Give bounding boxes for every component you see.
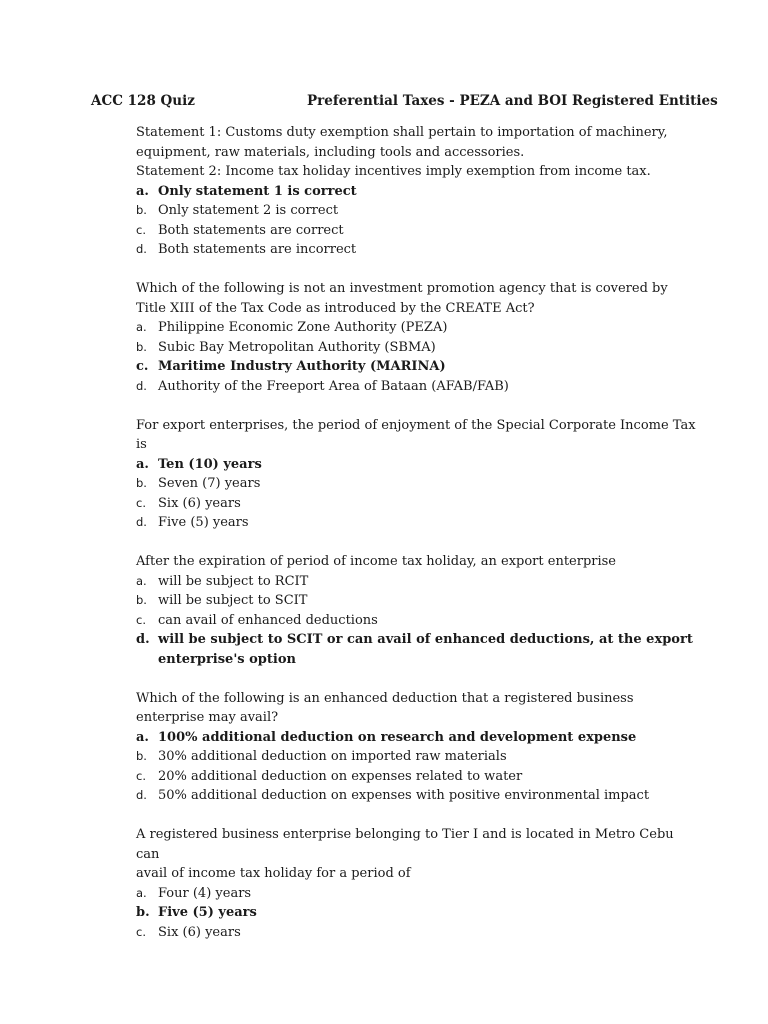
answer-option	[136, 474, 696, 494]
option-text: 100% additional deduction on research and development expense	[158, 729, 637, 745]
answer-option-correct	[136, 357, 696, 377]
option-text: 20% additional deduction on expenses related to water	[158, 768, 523, 784]
question-stem-line: After the expiration of period of income tax holiday, an export enterprise	[136, 554, 617, 569]
option-letter: d.	[136, 242, 147, 256]
question-stem-line: For export enterprises, the period of enjoyment of the Special Corporate Income Tax	[136, 417, 696, 433]
option-text: 50% additional deduction on expenses with positive environmental impact	[158, 788, 650, 803]
option-letter: b.	[136, 749, 147, 763]
option-letter: c.	[136, 924, 146, 939]
answer-option	[136, 611, 696, 631]
option-text: will be subject to RCIT	[158, 573, 309, 589]
question-block	[136, 416, 696, 533]
answer-option-correct	[136, 182, 696, 202]
option-text: will be subject to SCIT or can avail of enhanced deductions, at the export enterprise's option	[158, 632, 693, 667]
option-letter: d.	[136, 515, 147, 529]
question-stem-line: Which of the following is not an investment promotion agency that is covered by	[136, 281, 668, 296]
answer-option-correct	[136, 455, 696, 475]
option-letter: d.	[136, 378, 147, 393]
answer-option	[136, 591, 696, 611]
answer-option	[136, 201, 696, 221]
answer-option	[136, 221, 696, 241]
option-letter: b.	[136, 593, 147, 607]
option-text: Maritime Industry Authority (MARINA)	[158, 359, 446, 374]
option-letter: c.	[136, 222, 146, 237]
option-letter: a.	[136, 320, 147, 334]
quiz-topic: Preferential Taxes - PEZA and BOI Registered Entities	[307, 93, 718, 109]
option-letter: a.	[136, 183, 149, 199]
option-letter: d.	[136, 788, 147, 802]
course-title: ACC 128 Quiz	[91, 93, 195, 109]
question-stem-line: Statement 2: Income tax holiday incentives imply exemption from income tax.	[136, 164, 651, 179]
question-stem	[136, 123, 696, 182]
question-stem	[136, 689, 696, 728]
answer-option	[136, 884, 696, 904]
option-letter: c.	[136, 359, 149, 374]
answer-options	[136, 884, 696, 943]
option-letter: b.	[136, 905, 150, 920]
answer-option	[136, 240, 696, 260]
question-stem-line: Title XIII of the Tax Code as introduced by the CREATE Act?	[136, 300, 535, 316]
option-text: Seven (7) years	[158, 476, 261, 491]
answer-options	[136, 318, 696, 396]
option-text: Five (5) years	[158, 905, 257, 920]
option-text: Authority of the Freeport Area of Bataan (AFAB/FAB)	[158, 378, 509, 394]
answer-option	[136, 786, 696, 806]
answer-options	[136, 728, 696, 806]
option-text: can avail of enhanced deductions	[158, 612, 378, 628]
answer-options	[136, 572, 696, 670]
question-block	[136, 552, 696, 669]
answer-option	[136, 923, 696, 943]
option-text: Only statement 2 is correct	[158, 203, 339, 218]
question-stem	[136, 825, 696, 884]
option-text: will be subject to SCIT	[158, 593, 308, 608]
question-stem	[136, 416, 696, 455]
option-letter: a.	[136, 729, 149, 745]
answer-option-correct	[136, 903, 696, 923]
answer-option	[136, 377, 696, 397]
question-stem-line: Statement 1: Customs duty exemption shall pertain to importation of machinery,	[136, 125, 668, 140]
question-block	[136, 123, 696, 260]
question-stem	[136, 552, 696, 572]
answer-option-correct	[136, 630, 696, 669]
option-text: Both statements are incorrect	[158, 242, 357, 257]
option-letter: c.	[136, 768, 146, 783]
option-letter: d.	[136, 632, 150, 647]
answer-option	[136, 338, 696, 358]
answer-option	[136, 318, 696, 338]
option-letter: a.	[136, 456, 149, 472]
answer-option-correct	[136, 728, 696, 748]
answer-option	[136, 513, 696, 533]
option-text: Four (4) years	[158, 885, 252, 901]
option-letter: c.	[136, 612, 146, 627]
question-block	[136, 689, 696, 806]
option-text: 30% additional deduction on imported raw materials	[158, 749, 507, 764]
question-stem-line: A registered business enterprise belonging to Tier I and is located in Metro Cebu can	[136, 827, 674, 862]
question-block	[136, 279, 696, 396]
question-stem-line: avail of income tax holiday for a period of	[136, 866, 411, 881]
question-block	[136, 825, 696, 942]
quiz-header	[91, 93, 718, 115]
option-letter: c.	[136, 495, 146, 510]
option-text: Six (6) years	[158, 495, 241, 511]
option-letter: a.	[136, 885, 147, 900]
answer-options	[136, 182, 696, 260]
option-text: Ten (10) years	[158, 456, 262, 472]
question-stem-line: equipment, raw materials, including tools and accessories.	[136, 144, 525, 160]
option-letter: b.	[136, 339, 147, 354]
question-stem	[136, 279, 696, 318]
option-letter: b.	[136, 476, 147, 490]
question-stem-line: enterprise may avail?	[136, 710, 279, 725]
option-text: Only statement 1 is correct	[158, 183, 357, 199]
option-letter: b.	[136, 203, 147, 217]
answer-option	[136, 494, 696, 514]
question-stem-line: Which of the following is an enhanced deduction that a registered business	[136, 690, 634, 706]
option-text: Six (6) years	[158, 924, 241, 940]
answer-option	[136, 767, 696, 787]
quiz-body	[136, 123, 696, 962]
option-text: Both statements are correct	[158, 222, 344, 238]
option-text: Subic Bay Metropolitan Authority (SBMA)	[158, 339, 436, 355]
answer-option	[136, 747, 696, 767]
answer-options	[136, 455, 696, 533]
option-letter: a.	[136, 573, 147, 588]
option-text: Five (5) years	[158, 515, 249, 530]
answer-option	[136, 572, 696, 592]
option-text: Philippine Economic Zone Authority (PEZA)	[158, 320, 448, 335]
question-stem-line: is	[136, 437, 147, 452]
